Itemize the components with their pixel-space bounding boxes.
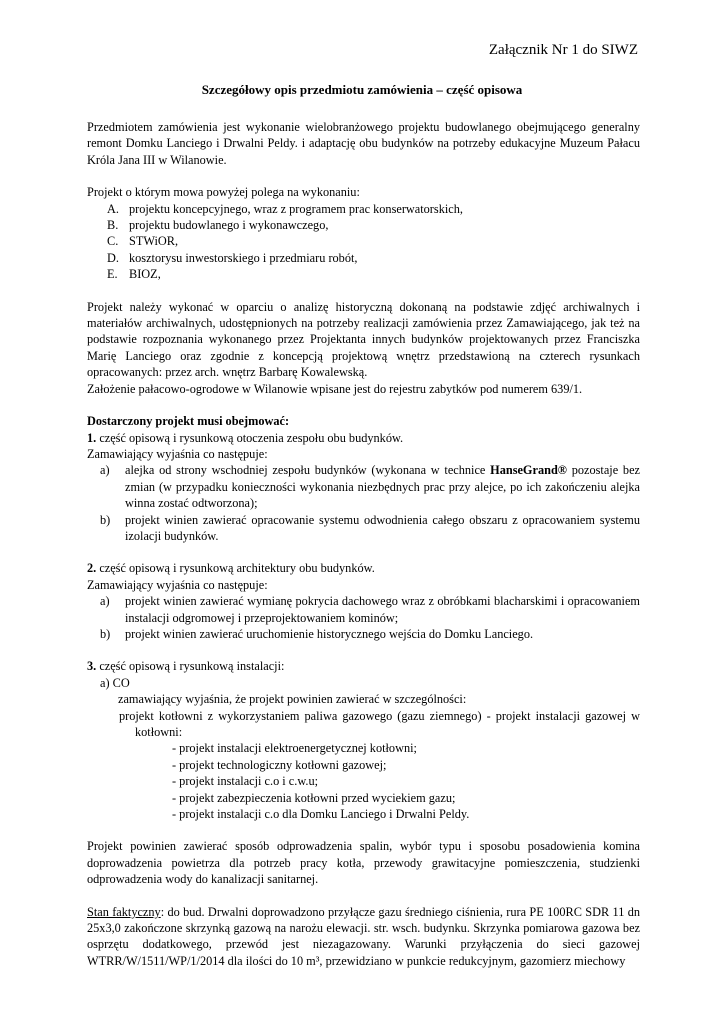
section-1-item-b: b) projekt winien zawierać opracowanie systemu odwodnienia całego obszaru z opracowaniem systemu izolacji budynków.: [100, 512, 640, 543]
list-item: - projekt instalacji c.o dla Domku Lanciego i Drwalni Peldy.: [172, 807, 470, 822]
section-2-clarifies: Zamawiający wyjaśnia co następuje:: [87, 577, 268, 592]
scope-intro: Projekt o którym mowa powyżej polega na wykonaniu:: [87, 185, 360, 200]
section-1-heading: 1. część opisową i rysunkową otoczenia zespołu obu budynków.: [87, 430, 404, 445]
section-2-heading: 2. część opisową i rysunkową architektury obu budynków.: [87, 561, 375, 576]
scope-list: [87, 201, 640, 283]
list-item: D. kosztorysu inwestorskiego i przedmiaru robót,: [107, 250, 358, 265]
registry-note: Założenie pałacowo-ogrodowe w Wilanowie wpisane jest do rejestru zabytków pod numerem 639/1.: [87, 381, 583, 396]
list-item: E. BIOZ,: [107, 267, 161, 282]
status-label: Stan faktyczny: [87, 904, 161, 919]
list-item: - projekt technologiczny kotłowni gazowej;: [172, 757, 387, 772]
intro-paragraph: Przedmiotem zamówienia jest wykonanie wielobranżowego projektu budowlanego obejmującego generalny remont Domku Lanciego i Drwalni Peldy. i adaptację obu budynków na potrzeby edukacyjne Muzeum Pałacu Króla Jana III w Wilanowie.: [87, 120, 640, 167]
section-3-heading: 3. część opisową i rysunkową instalacji:: [87, 659, 285, 674]
document-title: Szczegółowy opis przedmiotu zamówienia – część opisowa: [201, 82, 523, 97]
boiler-text: projekt kotłowni z wykorzystaniem paliwa gazowego (gazu ziemnego) - projekt instalacji gazowej w kotłowni:: [119, 708, 640, 739]
list-item: C. STWiOR,: [107, 234, 179, 249]
section-1-clarifies: Zamawiający wyjaśnia co następuje:: [87, 446, 268, 461]
flue-paragraph: Projekt powinien zawierać sposób odprowadzenia spalin, wybór typu i sposobu posadowienia komina doprowadzenia powietrza dla potrzeb pracy kotła, przewody grawitacyjne pomieszczenia, studzienki odprowadzenia wody do kanalizacji sanitarnej.: [87, 839, 640, 887]
co-label: a) CO: [100, 675, 130, 690]
list-item: A. projektu koncepcyjnego, wraz z programem prac konserwatorskich,: [107, 201, 463, 216]
status-paragraph: Stan faktyczny: do bud. Drwalni doprowadzono przyłącze gazu średniego ciśnienia, rura PE 100RC SDR 11 dn 25x3,0 zakończone skrzynką gazową na narożu elewacji. str. wsch. budynku. Skrzynka pomiarowa gazowa bez osprzętu dodatkowego, przewód jest niezagazowany. Warunki przyłączenia do sieci gazowej WTRR/W/1511/WP/1/2014 dla ilości do 10 m³, przewidziano w punkcie redukcyjnym, gazomierz miechowy: [87, 904, 640, 968]
list-item: - projekt instalacji c.o i c.w.u;: [172, 774, 319, 789]
document-body: [87, 119, 640, 969]
list-item: B. projektu budowlanego i wykonawczego,: [107, 218, 329, 233]
basis-paragraph: Projekt należy wykonać w oparciu o analizę historyczną dokonaną na podstawie zdjęć archiwalnych i materiałów archiwalnych, udostępnionych na potrzeby realizacji zamówienia przez Zamawiającego, jak też na podstawie rozpoznania wykonanego przez Projektanta innych budynków projektowanych przez Franciszka Marię Lanciego oraz zgodnie z koncepcją projektową wnętrz przedstawioną na czterech rysunkach opracowanych: przez arch. wnętrz Barbarę Kowalewską.: [87, 299, 640, 380]
deliverables-heading: Dostarczony projekt musi obejmować:: [87, 414, 290, 429]
annex-label: Załącznik Nr 1 do SIWZ: [488, 42, 638, 58]
co-note: zamawiający wyjaśnia, że projekt powinien zawierać w szczególności:: [118, 692, 467, 707]
section-1-item-a: a) alejka od strony wschodniej zespołu budynków (wykonana w technice HanseGrand® pozostaje bez zmian (w przypadku konieczności wykonania niezbędnych prac przy alejce, po ich zakończeniu alejka winna zostać odtworzona);: [100, 463, 640, 511]
list-item: - projekt zabezpieczenia kotłowni przed wyciekiem gazu;: [172, 790, 456, 805]
list-item: - projekt instalacji elektroenergetycznej kotłowni;: [172, 741, 417, 756]
section-2-item-b: b) projekt winien zawierać uruchomienie historycznego wejścia do Domku Lanciego.: [100, 626, 534, 641]
section-2-item-a: a) projekt winien zawierać wymianę pokrycia dachowego wraz z obróbkami blacharskimi i opracowaniem instalacji odgromowej i przeprojektowaniem kominów;: [100, 594, 640, 625]
